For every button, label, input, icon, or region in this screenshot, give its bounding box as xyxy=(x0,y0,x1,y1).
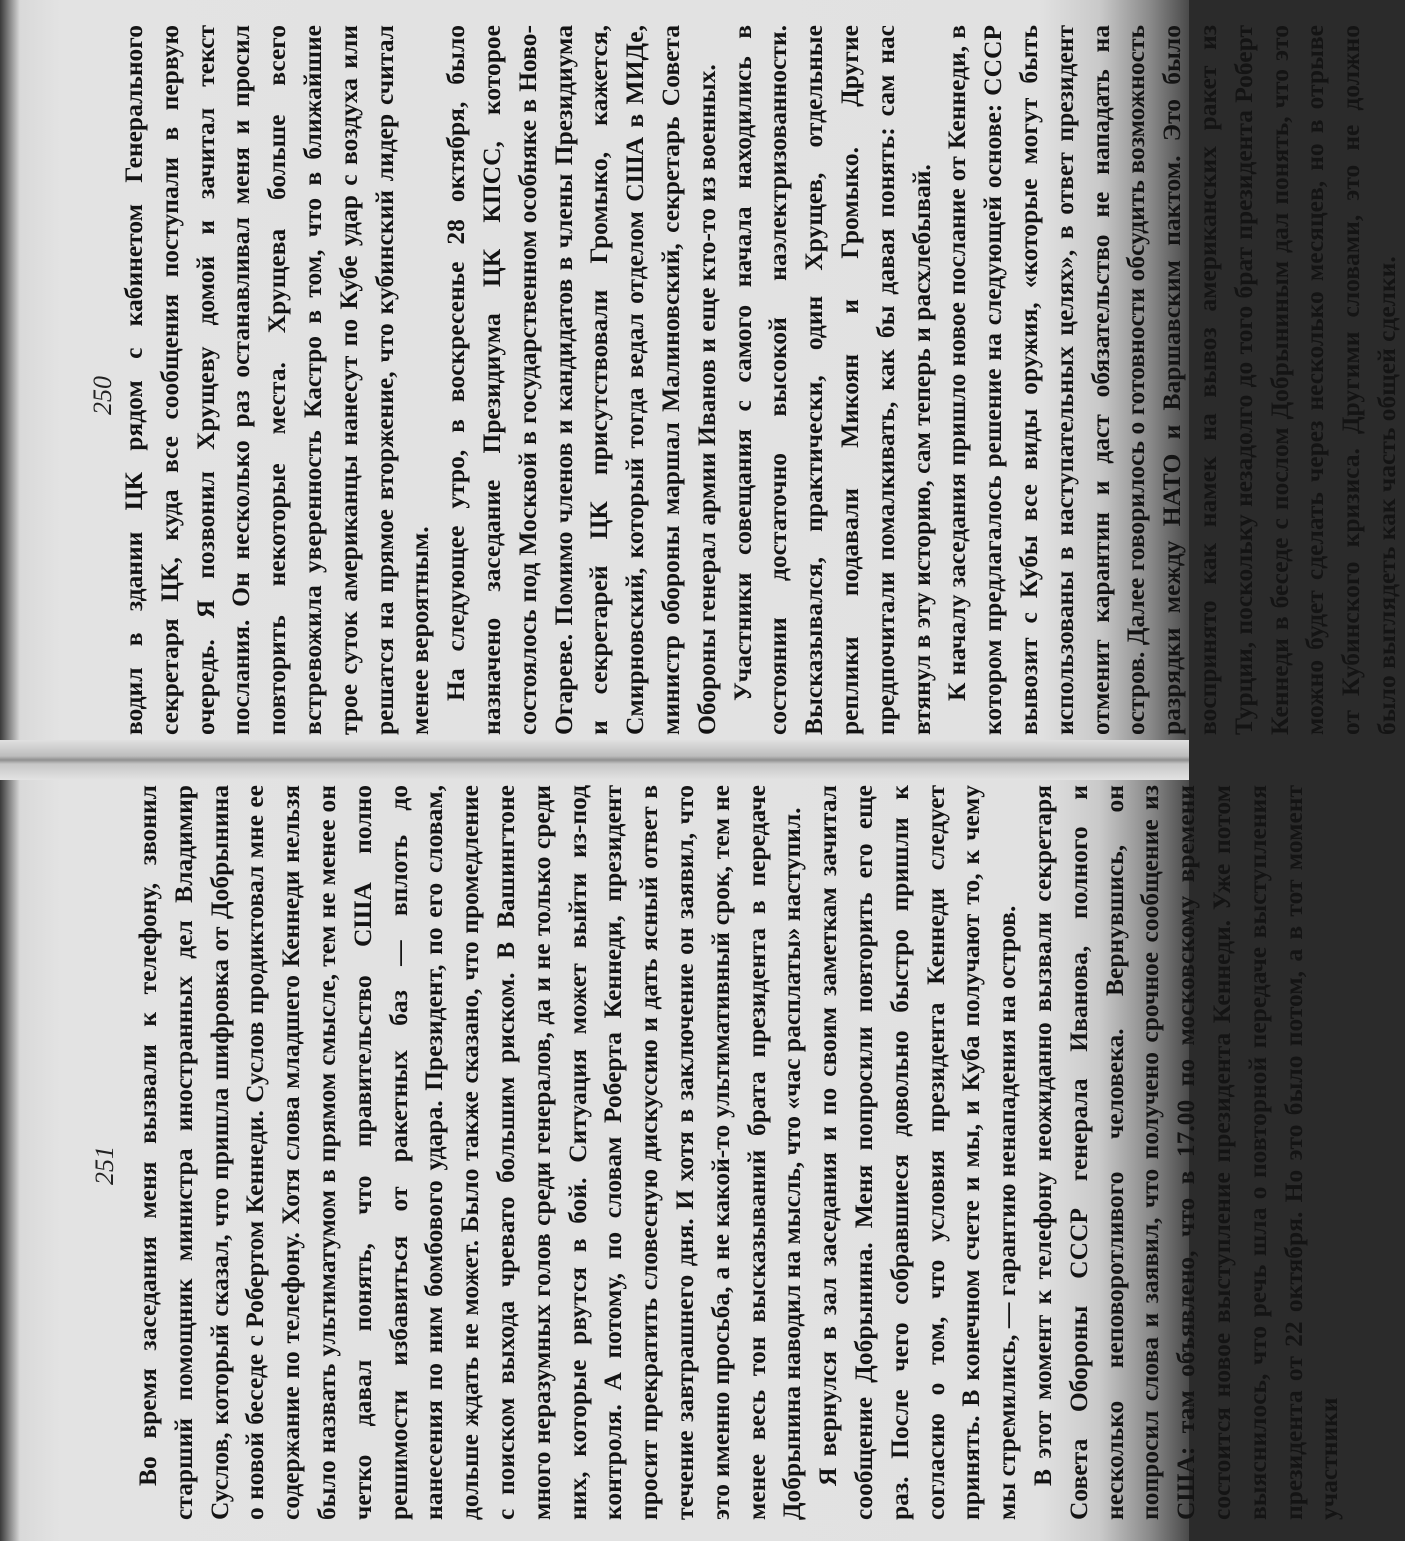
paragraph: На следующее утро, в воскресенье 28 октября, было назначено заседание Президиума ЦК КПСС, которое состоялось под Москвой в государственном особняке в Ново-Огареве. Помимо членов и кандидатов в члены Президиума и секретарей ЦК присутствовали Громыко, кажется, Смирновский, который тогда ведал отделом США в МИДе, министр обороны маршал Малиновский, секретарь Совета Обороны генерал армии Иванов и еще кто-то из военных. xyxy=(441,25,721,735)
page-right-text xyxy=(130,785,1347,1520)
book-gutter xyxy=(0,740,1189,780)
page-left-text xyxy=(116,25,1405,735)
page-right xyxy=(90,785,1344,1520)
paragraph: В этот момент к телефону неожиданно вызвали секретаря Совета Обороны СССР генерала Иванова, полного и несколько неповоротливого человека. Вернувшись, он попросил слова и заявил, что получено срочное сообщение из США: там объявлено, что в 17.00 по московскому времени состоится новое выступление президента Кеннеди. Уже потом выяснилось, что речь шла о повторной передаче выступления президента от 22 октября. Но это было потом, а в тот момент участники xyxy=(1027,785,1344,1520)
paragraph: К началу заседания пришло новое послание от Кеннеди, в котором предлагалось решение на следующей основе: СССР вывозит с Кубы все виды оружия, «которые могут быть использованы в наступательных целях», в ответ президент отменит карантин и даст обязательство не нападать на остров. Далее говорилось о готовности обсудить возможность разрядки между НАТО и Варшавским пактом. Это было воспринято как намек на вывоз американских ракет из Турции, поскольку незадолго до того брат президента Роберт Кеннеди в беседе с послом Добрыниным дал понять, что это можно будет сделать через несколько месяцев, но в отрыве от Кубинского кризиса. Другими словами, это не должно было выглядеть как часть общей сделки. xyxy=(942,25,1401,735)
paragraph: водил в здании ЦК рядом с кабинетом Генерального секретаря ЦК, куда все сообщения поступали в первую очередь. Я позвонил Хрущеву домой и зачитал текст послания. Он несколько раз останавливал меня и просил повторить некоторые места. Хрущева больше всего встревожила уверенность Кастро в том, что в ближайшие трое суток американцы нанесут по Кубе удар с воздуха или решатся на прямое вторжение, что кубинский лидер считал менее вероятным. xyxy=(119,25,435,735)
paragraph: Я вернулся в зал заседания и по своим заметкам зачитал сообщение Добрынина. Меня попросили повторить его еще раз. После чего собравшиеся довольно быстро пришли к согласию о том, что условия президента Кеннеди следует принять. В конечном счете и мы, и Куба получают то, к чему мы стремились, — гарантию ненападения на остров. xyxy=(813,785,1022,1520)
paragraph: Участники совещания с самого начала находились в состоянии достаточно высокой наэлектризованности. Высказывался, практически, один Хрущев, отдельные реплики подавали Микоян и Громыко. Другие предпочитали помалкивать, как бы давая понять: сам нас втянул в эту историю, сам теперь и расхлебывай. xyxy=(727,25,936,735)
page-number-left: 250 xyxy=(88,376,117,415)
paragraph: Во время заседания меня вызвали к телефону, звонил старший помощник министра иностранных дел Владимир Суслов, который сказал, что пришла шифровка от Добрынина о новой беседе с Робертом Кеннеди. Суслов продиктовал мне ее содержание по телефону. Хотя слова младшего Кеннеди нельзя было назвать ультиматумом в прямом смысле, тем не менее он четко давал понять, что правительство США полно решимости избавиться от ракетных баз — вплоть до нанесения по ним бомбового удара. Президент, по его словам, дольше ждать не может. Было также сказано, что промедление с поиском выхода чревато большим риском. В Вашингтоне много неразумных голов среди генералов, да и не только среди них, которые рвутся в бой. Ситуация может выйти из-под контроля. А потому, по словам Роберта Кеннеди, президент просит прекратить словесную дискуссию и дать ясный ответ в течение завтрашнего дня. И хотя в заключение он заявил, что это именно просьба, а не какой-то ультимативный срок, тем не менее весь тон высказываний брата президента в передаче Добрынина наводил на мысль, что «час расплаты» наступил. xyxy=(133,785,807,1520)
page-left xyxy=(88,25,1401,735)
page-number-right: 251 xyxy=(90,1146,119,1185)
